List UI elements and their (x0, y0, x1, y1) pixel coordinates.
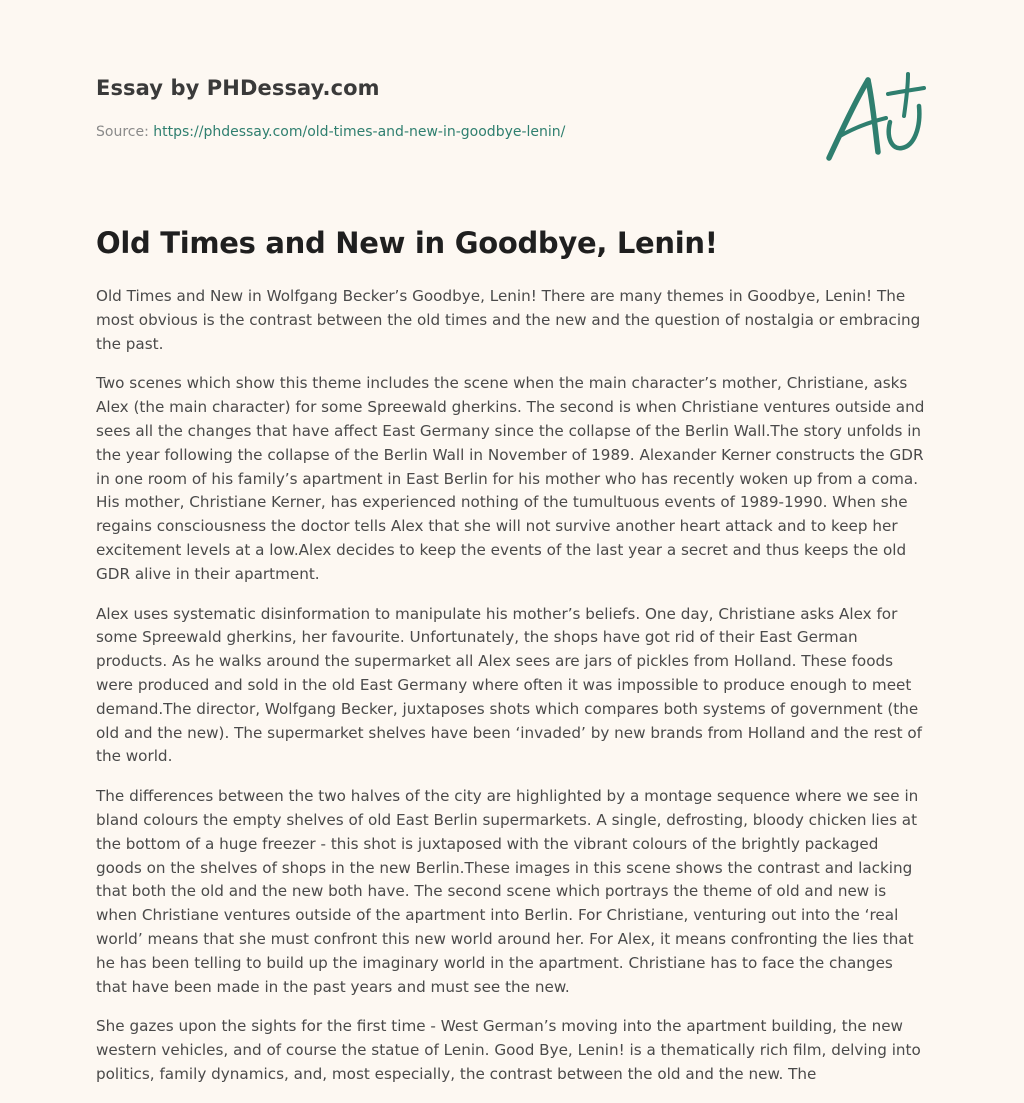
essay-paragraph: Two scenes which show this theme includes the scene when the main character’s mother, Christiane, asks Alex (the main character) for some Spreewald gherkins. The second is when Christiane ventures outside and sees all the changes that have affect East Germany since the collapse of the Berlin Wall.The story unfolds in the year following the collapse of the Berlin Wall in November of 1989. Alexander Kerner constructs the GDR in one room of his family’s apartment in East Berlin for his mother who has recently woken up from a coma. His mother, Christiane Kerner, has experienced nothing of the tumultuous events of 1989-1990. When she regains consciousness the doctor tells Alex that she will not survive another heart attack and to keep her excitement levels at a low.Alex decides to keep the events of the last year a secret and thus keeps the old GDR alive in their apartment. (96, 374, 925, 583)
essay-body (96, 285, 928, 1103)
essay-paragraph: Alex uses systematic disinformation to manipulate his mother’s beliefs. One day, Christiane asks Alex for some Spreewald gherkins, her favourite. Unfortunately, the shops have got rid of their East German products. As he walks around the supermarket all Alex sees are jars of pickles from Holland. These foods were produced and sold in the old East Germany where often it was impossible to produce enough to meet demand.The director, Wolfgang Becker, juxtaposes shots which compares both systems of government (the old and the new). The supermarket shelves have been ‘invaded’ by new brands from Holland and the rest of the world. (96, 604, 923, 766)
site-brand: Essay by PHDessay.com (96, 76, 380, 100)
essay-paragraph: The differences between the two halves of the city are highlighted by a montage sequence where we see in bland colours the empty shelves of old East Berlin supermarkets. A single, defrosting, bloody chicken lies at the bottom of a huge freezer - this shot is juxtaposed with the vibrant colours of the brightly packaged goods on the shelves of shops in the new Berlin.These images in this scene shows the contrast and lacking that both the old and the new both have. The second scene which portrays the theme of old and new is when Christiane ventures outside of the apartment into Berlin. For Christiane, venturing out into the ‘real world’ means that she must confront this new world around her. For Alex, it means confronting the lies that he has been telling to build up the imaginary world in the apartment. Christiane has to face the changes that have been made in the past years and must see the new. (96, 787, 919, 996)
essay-paragraph: Old Times and New in Wolfgang Becker’s Goodbye, Lenin! There are many themes in Goodbye, Lenin! The most obvious is the contrast between the old times and the new and the question of nostalgia or embracing the past. (96, 287, 921, 353)
source-label: Source: (96, 124, 154, 140)
essay-paragraph: She gazes upon the sights for the first time - West German’s moving into the apartment building, the new western vehicles, and of course the statue of Lenin. Good Bye, Lenin! is a thematically rich film, delving into politics, family dynamics, and, most especially, the contrast between the old and the new. The (96, 1017, 921, 1083)
source-link[interactable]: https://phdessay.com/old-times-and-new-in-goodbye-lenin/ (153, 124, 566, 140)
a-plus-logo (820, 66, 930, 166)
source-line (96, 124, 565, 140)
essay-title: Old Times and New in Goodbye, Lenin! (96, 226, 718, 260)
